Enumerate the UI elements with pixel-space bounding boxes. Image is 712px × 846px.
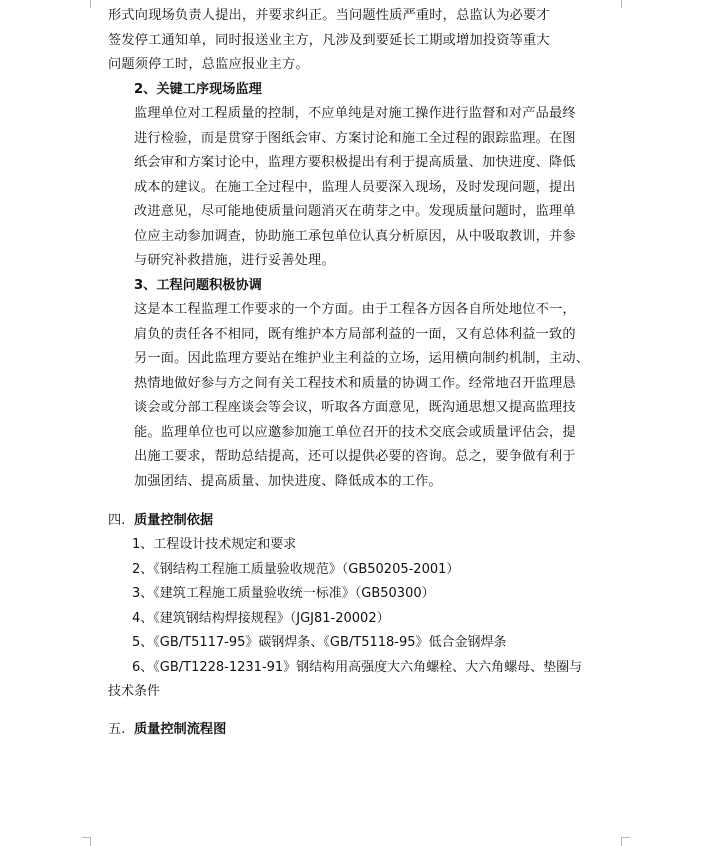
paragraph-line: 另一面。因此监理方要站在维护业主利益的立场，运用横向制约机制，主动、	[134, 351, 590, 366]
paragraph-line: 出施工要求，帮助总结提高，还可以提供必要的咨询。总之，要争做有利于	[134, 449, 576, 464]
crop-mark-bottom-left-vertical	[90, 838, 91, 846]
list-item: 3、《建筑工程施工质量验收统一标准》（GB50300）	[132, 586, 435, 601]
section-title: 质量控制依据	[134, 513, 214, 528]
paragraph-line: 能。监理单位也可以应邀参加施工单位召开的技术交底会或质量评估会，提	[134, 424, 576, 440]
paragraph-line: 这是本工程监理工作要求的一个方面。由于工程各方因各自所处地位不一，	[134, 302, 576, 317]
paragraph-line: 问题须停工时，总监应报业主方。	[108, 57, 309, 72]
list-item: 2、《钢结构工程施工质量验收规范》（GB50205-2001）	[132, 562, 460, 577]
subheading-key-process: 2、关键工序现场监理	[134, 82, 262, 97]
list-item: 6、《GB/T1228-1231-91》钢结构用高强度大六角螺栓、大六角螺母、垫圈与	[132, 660, 583, 675]
section-number: 四.	[108, 513, 126, 528]
section-heading-basis	[108, 509, 213, 533]
paragraph-line: 形式向现场负责人提出，并要求纠正。当问题性质严重时，总监认为必要才	[108, 8, 550, 23]
paragraph-line: 位应主动参加调查，协助施工承包单位认真分析原因，从中吸取教训，并参	[134, 228, 576, 244]
crop-mark-bottom-left-horizontal	[82, 837, 91, 838]
paragraph-line: 加强团结、提高质量、加快进度、降低成本的工作。	[134, 473, 442, 489]
list-item: 4、《建筑钢结构焊接规程》（JGJ81-20002）	[132, 611, 390, 626]
section-number: 五.	[108, 722, 126, 737]
section-heading-flowchart	[108, 718, 226, 742]
paragraph-line: 谈会或分部工程座谈会等会议，听取各方面意见，既沟通思想又提高监理技	[134, 400, 576, 415]
crop-mark-top-left	[90, 0, 91, 8]
paragraph-line: 监理单位对工程质量的控制，不应单纯是对施工操作进行监督和对产品最终	[134, 106, 576, 121]
section-title: 质量控制流程图	[134, 722, 227, 737]
subheading-coordination: 3、工程问题积极协调	[134, 278, 262, 293]
paragraph-line: 成本的建议。在施工全过程中，监理人员要深入现场，及时发现问题，提出	[134, 179, 576, 195]
crop-mark-bottom-right-horizontal	[621, 837, 630, 838]
paragraph-line: 改进意见，尽可能地使质量问题消灭在萌芽之中。发现质量问题时，监理单	[134, 204, 576, 219]
intro-paragraph	[108, 4, 606, 78]
list-item-continuation: 技术条件	[108, 684, 161, 699]
crop-mark-bottom-right-vertical	[621, 838, 622, 846]
paragraph-line: 签发停工通知单，同时报送业主方，凡涉及到要延长工期或增加投资等重大	[108, 32, 550, 48]
paragraph-line: 进行检验，而是贯穿于图纸会审、方案讨论和施工全过程的跟踪监理。在图	[134, 130, 576, 146]
crop-mark-top-right	[621, 0, 622, 8]
paragraph-line: 纸会审和方案讨论中，监理方要积极提出有利于提高质量、加快进度、降低	[134, 155, 576, 170]
list-item: 1、工程设计技术规定和要求	[132, 537, 297, 552]
paragraph-line: 与研究补救措施，进行妥善处理。	[134, 253, 335, 268]
key-process-paragraph	[134, 102, 608, 274]
paragraph-line: 肩负的责任各不相同，既有维护本方局部利益的一面，又有总体利益一致的	[134, 326, 576, 342]
coordination-paragraph	[134, 298, 608, 494]
list-item: 5、《GB/T5117-95》碳钢焊条、《GB/T5118-95》低合金钢焊条	[132, 635, 507, 650]
paragraph-line: 热情地做好参与方之间有关工程技术和质量的协调工作。经常地召开监理恳	[134, 375, 576, 391]
